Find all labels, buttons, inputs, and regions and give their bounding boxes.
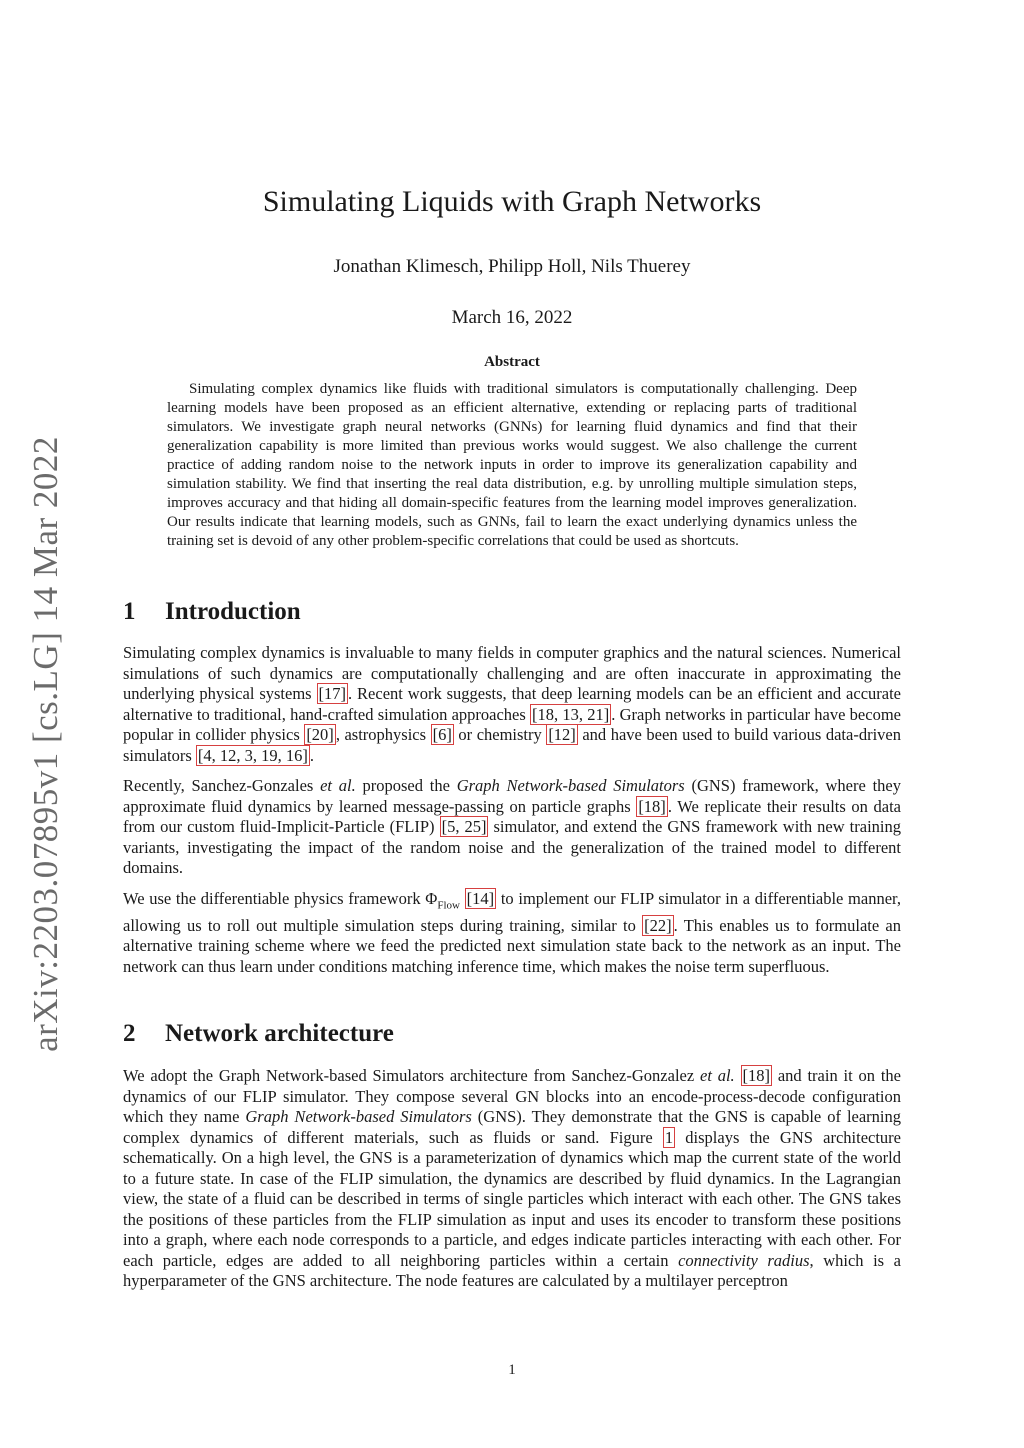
text-run: simulator, and extend the GNS framework with new training variants, investigating the impact of the random noise and the generalization of the trained model to different domains.	[123, 817, 901, 877]
text-run: Graph Network-based Simulators	[456, 776, 685, 795]
text-run: (GNS). They demonstrate that the GNS is capable of learning complex dynamics of different materials, such as fluids or sand. Figure	[123, 1107, 901, 1147]
citation-link[interactable]: [14]	[466, 889, 495, 908]
text-run: . Graph networks in particular have become popular in collider physics	[123, 704, 901, 744]
text-run: , which is a hyperparameter of the GNS architecture. The node features are calculated by a multilayer perceptron	[123, 1250, 901, 1290]
section-2-title: Network architecture	[165, 1020, 394, 1047]
citation-link[interactable]: [17]	[318, 684, 346, 703]
text-run: . We replicate their results on data from our custom fluid-Implicit-Particle (FLIP)	[123, 796, 901, 836]
text-run: We adopt the Graph Network-based Simulators architecture from Sanchez-Gonzalez	[123, 1066, 700, 1085]
citation-link[interactable]: [4, 12, 3, 19, 16]	[197, 745, 308, 765]
intro-paragraph-1	[123, 643, 901, 766]
section-2-number: 2	[123, 1020, 136, 1047]
citation-link[interactable]: [18]	[742, 1066, 771, 1085]
text-run: Flow	[437, 899, 460, 912]
text-run: , astrophysics	[335, 725, 431, 744]
text-run: connectivity radius	[678, 1250, 810, 1270]
citation-link[interactable]: [6]	[432, 725, 452, 744]
paper-title: Simulating Liquids with Graph Networks	[262, 185, 762, 218]
citation-link[interactable]: [18, 13, 21]	[532, 704, 610, 724]
text-run	[460, 889, 465, 908]
page-number: 1	[508, 1362, 516, 1378]
arxiv-sidebar-stamp: arXiv:2203.07895v1 [cs.LG] 14 Mar 2022	[26, 436, 65, 1052]
text-run: (GNS) framework, where they approximate fluid dynamics by learned message-passing on particle graphs	[123, 776, 901, 816]
text-run: et al.	[320, 776, 356, 795]
text-run: Simulating complex dynamics is invaluable to many fields in computer graphics and the natural sciences. Numerical simulations of such dynamics are computationally challenging and are often inaccurate in approximating the underlying physical systems	[123, 643, 901, 703]
text-run: proposed the	[355, 776, 457, 795]
paper-authors: Jonathan Klimesch, Philipp Holl, Nils Thuerey	[333, 256, 691, 277]
section-1-title: Introduction	[165, 598, 301, 625]
text-run: Recently, Sanchez-Gonzales	[123, 776, 321, 795]
text-run: et al.	[700, 1066, 735, 1085]
text-run: and have been used to build various data-driven simulators	[123, 725, 901, 765]
text-run: to implement our FLIP simulator in a differentiable manner, allowing us to roll out multiple simulation steps during training, similar to	[123, 889, 902, 935]
citation-link[interactable]: [18]	[638, 796, 666, 816]
text-run	[735, 1066, 741, 1085]
intro-paragraph-3	[123, 889, 901, 977]
section-2-heading	[123, 1020, 394, 1048]
text-run: Graph Network-based Simulators	[245, 1107, 472, 1126]
abstract-text: Simulating complex dynamics like fluids with traditional simulators is computationally challenging. Deep learning models have been proposed as an efficient alternative, extending or replacing parts of traditional simulators. We investigate graph neural networks (GNNs) for learning fluid dynamics and find that their generalization capability is more limited than previous works would suggest. We also challenge the current practice of adding random noise to the network inputs in order to improve its generalization capability and simulation stability. We find that inserting the real data distribution, e.g. by unrolling multiple simulation steps, improves accuracy and that hiding all domain-specific features from the learning model improves generalization. Our results indicate that learning models, such as GNNs, fail to learn the exact underlying dynamics unless the training set is devoid of any other problem-specific correlations that could be used as shortcuts.	[167, 381, 857, 549]
abstract-heading: Abstract	[484, 354, 540, 370]
section-1-heading	[123, 598, 301, 626]
citation-link[interactable]: [12]	[548, 725, 576, 744]
intro-paragraph-2	[123, 776, 901, 879]
figure-link[interactable]: 1	[664, 1127, 674, 1147]
text-run: and train it on the dynamics of our FLIP simulator. They compose several GN blocks into an encode-process-decode configuration which they name	[123, 1066, 901, 1126]
citation-link[interactable]: [20]	[306, 725, 334, 744]
architecture-paragraph-1	[123, 1066, 901, 1292]
citation-link[interactable]: [22]	[644, 915, 672, 935]
paper-date: March 16, 2022	[451, 307, 573, 328]
text-run: We use the differentiable physics framework Φ	[123, 889, 438, 908]
citation-link[interactable]: [5, 25]	[441, 817, 487, 836]
text-run: .	[309, 745, 314, 765]
text-run: displays the GNS architecture schematically. On a high level, the GNS is a parameterization of dynamics which map the current state of the world to a future state. In case of the FLIP simulation, the dynamics are described by fluid dynamics. In the Lagrangian view, the state of a fluid can be described in terms of single particles which interact with each other. The GNS takes the positions of these particles from the FLIP simulation as input and uses its encoder to transform these positions into a graph, where each node corresponds to a particle, and edges indicate particles interacting with each other. For each particle, edges are added to all neighboring particles within a certain	[123, 1127, 901, 1270]
text-run: . Recent work suggests, that deep learning models can be an efficient and accurate alternative to traditional, hand-crafted simulation approaches	[123, 684, 901, 724]
text-run: or chemistry	[453, 725, 547, 744]
section-1-number: 1	[123, 598, 136, 625]
text-run: . This enables us to formulate an alternative training scheme where we feed the predicted next simulation state back to the network as an input. The network can thus learn under conditions matching inference time, which makes the noise term superfluous.	[123, 915, 901, 976]
